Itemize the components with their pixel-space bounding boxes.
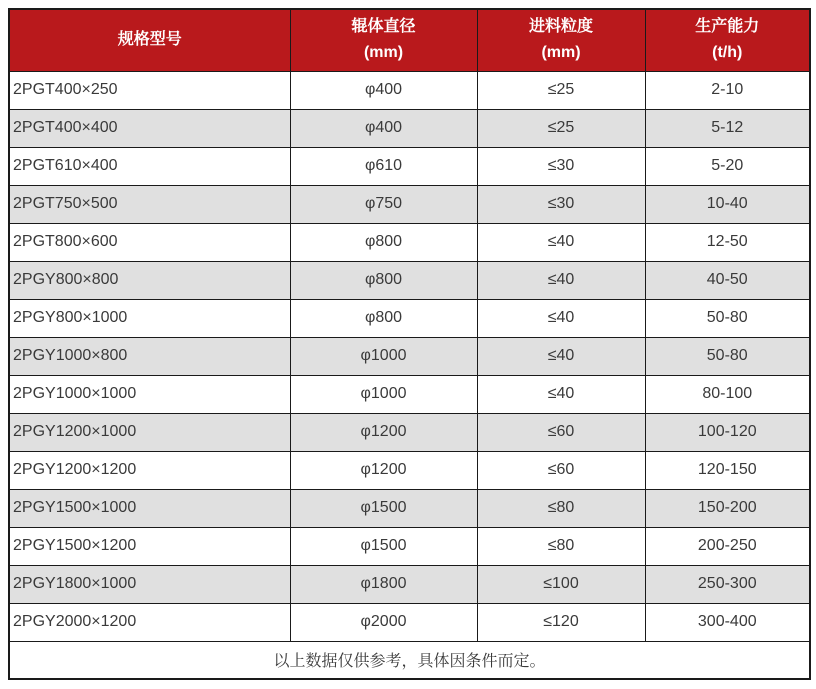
table-row [9, 261, 810, 299]
cell-diameter: φ800 [290, 223, 477, 261]
cell-model: 2PGT610×400 [9, 147, 290, 185]
cell-capacity: 2-10 [645, 71, 810, 109]
cell-diameter: φ800 [290, 299, 477, 337]
table-row [9, 147, 810, 185]
spec-table-footer [9, 641, 810, 679]
cell-feed-size: ≤25 [477, 109, 645, 147]
cell-diameter: φ400 [290, 109, 477, 147]
cell-feed-size: ≤80 [477, 527, 645, 565]
col-header-diameter-label: 辊体直径 [351, 18, 416, 36]
col-header-capacity-label: 生产能力 [695, 18, 760, 36]
cell-capacity: 50-80 [645, 337, 810, 375]
cell-capacity: 80-100 [645, 375, 810, 413]
cell-feed-size: ≤40 [477, 261, 645, 299]
cell-capacity: 40-50 [645, 261, 810, 299]
col-header-capacity [645, 9, 810, 71]
cell-model: 2PGT400×400 [9, 109, 290, 147]
cell-feed-size: ≤40 [477, 337, 645, 375]
cell-diameter: φ1000 [290, 375, 477, 413]
col-header-feed-size [477, 9, 645, 71]
col-header-model-label: 规格型号 [117, 31, 182, 49]
cell-capacity: 5-12 [645, 109, 810, 147]
cell-model: 2PGT750×500 [9, 185, 290, 223]
table-row [9, 527, 810, 565]
col-header-feed-size-unit: (mm) [541, 44, 581, 62]
cell-feed-size: ≤30 [477, 147, 645, 185]
cell-model: 2PGY1500×1200 [9, 527, 290, 565]
cell-model: 2PGY1000×800 [9, 337, 290, 375]
cell-diameter: φ800 [290, 261, 477, 299]
cell-feed-size: ≤25 [477, 71, 645, 109]
table-row [9, 223, 810, 261]
cell-model: 2PGY1200×1000 [9, 413, 290, 451]
cell-diameter: φ1200 [290, 451, 477, 489]
table-row [9, 565, 810, 603]
table-row [9, 375, 810, 413]
cell-feed-size: ≤40 [477, 223, 645, 261]
cell-feed-size: ≤60 [477, 413, 645, 451]
header-row [9, 9, 810, 71]
cell-model: 2PGT400×250 [9, 71, 290, 109]
cell-feed-size: ≤60 [477, 451, 645, 489]
footer-row [9, 641, 810, 679]
cell-feed-size: ≤40 [477, 299, 645, 337]
cell-diameter: φ2000 [290, 603, 477, 641]
cell-model: 2PGY1200×1200 [9, 451, 290, 489]
cell-diameter: φ1000 [290, 337, 477, 375]
cell-feed-size: ≤40 [477, 375, 645, 413]
cell-capacity: 12-50 [645, 223, 810, 261]
cell-feed-size: ≤30 [477, 185, 645, 223]
spec-table-header [9, 9, 810, 71]
cell-capacity: 150-200 [645, 489, 810, 527]
table-row [9, 603, 810, 641]
cell-feed-size: ≤80 [477, 489, 645, 527]
table-row [9, 337, 810, 375]
cell-feed-size: ≤120 [477, 603, 645, 641]
cell-capacity: 10-40 [645, 185, 810, 223]
cell-diameter: φ1800 [290, 565, 477, 603]
table-row [9, 109, 810, 147]
cell-diameter: φ1500 [290, 489, 477, 527]
table-row [9, 71, 810, 109]
table-row [9, 299, 810, 337]
cell-model: 2PGY1800×1000 [9, 565, 290, 603]
cell-diameter: φ1200 [290, 413, 477, 451]
spec-table-body [9, 71, 810, 641]
spec-table [8, 8, 811, 680]
cell-diameter: φ1500 [290, 527, 477, 565]
col-header-model [9, 9, 290, 71]
cell-diameter: φ400 [290, 71, 477, 109]
cell-model: 2PGT800×600 [9, 223, 290, 261]
table-row [9, 413, 810, 451]
table-row [9, 185, 810, 223]
col-header-feed-size-label: 进料粒度 [528, 18, 593, 36]
table-row [9, 489, 810, 527]
footer-note: 以上数据仅供参考，具体因条件而定。 [9, 641, 810, 679]
cell-feed-size: ≤100 [477, 565, 645, 603]
col-header-diameter-unit: (mm) [363, 44, 404, 62]
cell-capacity: 100-120 [645, 413, 810, 451]
cell-capacity: 120-150 [645, 451, 810, 489]
cell-capacity: 5-20 [645, 147, 810, 185]
cell-capacity: 300-400 [645, 603, 810, 641]
cell-diameter: φ750 [290, 185, 477, 223]
table-row [9, 451, 810, 489]
col-header-diameter [290, 9, 477, 71]
cell-model: 2PGY800×800 [9, 261, 290, 299]
cell-model: 2PGY2000×1200 [9, 603, 290, 641]
cell-capacity: 50-80 [645, 299, 810, 337]
cell-model: 2PGY1500×1000 [9, 489, 290, 527]
cell-model: 2PGY1000×1000 [9, 375, 290, 413]
cell-model: 2PGY800×1000 [9, 299, 290, 337]
cell-capacity: 200-250 [645, 527, 810, 565]
cell-diameter: φ610 [290, 147, 477, 185]
cell-capacity: 250-300 [645, 565, 810, 603]
col-header-capacity-unit: (t/h) [712, 44, 743, 62]
